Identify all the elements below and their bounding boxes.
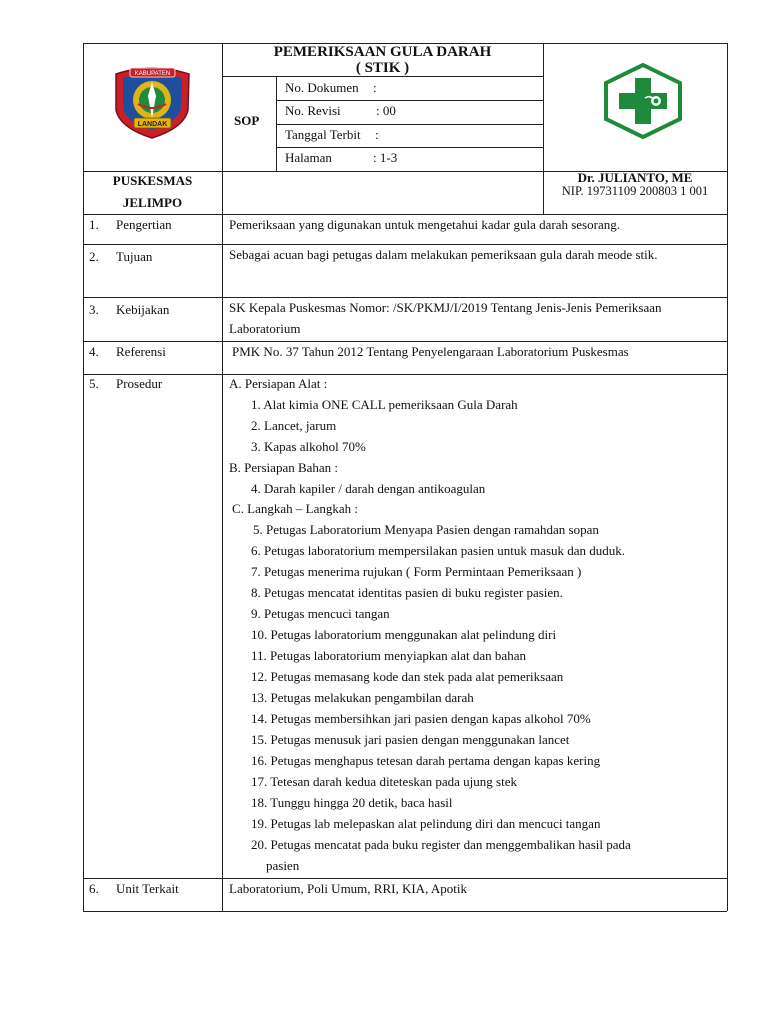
sop-label: SOP: [234, 113, 260, 128]
meta-label-no-revisi: No. Revisi: [285, 103, 341, 118]
section-number: 2.: [89, 249, 99, 264]
section-text-pengertian: Pemeriksaan yang digunakan untuk mengetahui kadar gula darah sesorang.: [229, 217, 620, 232]
signer-nip: NIP. 19731109 200803 1 001: [561, 184, 709, 198]
logo-text-landak: LANDAK: [137, 121, 168, 128]
prosedur-heading-c: C. Langkah – Langkah :: [232, 501, 358, 516]
org-name-line2: JELIMPO: [122, 195, 183, 210]
prosedur-item: 20. Petugas mencatat pada buku register dan menggembalikan hasil pada: [251, 837, 631, 852]
prosedur-item-continuation: pasien: [266, 858, 300, 873]
section-number: 5.: [89, 376, 99, 391]
prosedur-item: 6. Petugas laboratorium mempersilakan pasien untuk masuk dan duduk.: [251, 543, 626, 558]
signer-name: Dr. JULIANTO, ME: [577, 170, 693, 185]
section-text-tujuan: Sebagai acuan bagi petugas dalam melakukan pemeriksaan gula darah meode stik.: [229, 247, 658, 262]
section-text-referensi: PMK No. 37 Tahun 2012 Tentang Penyelengaraan Laboratorium Puskesmas: [232, 344, 629, 359]
section-number: 1.: [89, 217, 99, 232]
prosedur-item: 4. Darah kapiler / darah dengan antikoagulan: [251, 481, 486, 496]
prosedur-item: 2. Lancet, jarum: [251, 418, 337, 433]
kabupaten-landak-logo: [110, 60, 195, 140]
meta-value-no-revisi: : 00: [376, 103, 396, 118]
prosedur-item: 12. Petugas memasang kode dan stek pada alat pemeriksaan: [251, 669, 564, 684]
section-number: 3.: [89, 302, 99, 317]
document-title-line1: PEMERIKSAAN GULA DARAH: [273, 44, 492, 60]
prosedur-item: 10. Petugas laboratorium menggunakan alat pelindung diri: [251, 627, 557, 642]
section-label-kebijakan: Kebijakan: [116, 302, 170, 317]
meta-value-no-dokumen: :: [373, 80, 377, 95]
prosedur-item: 11. Petugas laboratorium menyiapkan alat dan bahan: [251, 648, 526, 663]
prosedur-item: 19. Petugas lab melepaskan alat pelindung diri dan mencuci tangan: [251, 816, 601, 831]
section-label-pengertian: Pengertian: [116, 217, 172, 232]
prosedur-item: 9. Petugas mencuci tangan: [251, 606, 390, 621]
prosedur-heading-b: B. Persiapan Bahan :: [229, 460, 339, 475]
meta-label-tanggal-terbit: Tanggal Terbit: [285, 127, 361, 142]
section-label-tujuan: Tujuan: [116, 249, 153, 264]
prosedur-item: 15. Petugas menusuk jari pasien dengan menggunakan lancet: [251, 732, 570, 747]
logo-text-kabupaten: KABUPATEN: [134, 71, 171, 77]
section-label-prosedur: Prosedur: [116, 376, 163, 391]
prosedur-item: 3. Kapas alkohol 70%: [251, 439, 366, 454]
prosedur-item: 16. Petugas menghapus tetesan darah pertama dengan kapas kering: [251, 753, 601, 768]
section-text-kebijakan: SK Kepala Puskesmas Nomor: /SK/PKMJ/I/2019 Tentang Jenis-Jenis Pemeriksaan Laboratorium: [229, 300, 662, 336]
document-title-line2: ( STIK ): [355, 60, 410, 76]
meta-label-no-dokumen: No. Dokumen: [285, 80, 359, 95]
meta-value-tanggal-terbit: :: [375, 127, 379, 142]
section-label-referensi: Referensi: [116, 344, 166, 359]
puskesmas-logo: [601, 62, 685, 140]
prosedur-item: 17. Tetesan darah kedua diteteskan pada ujung stek: [251, 774, 517, 789]
meta-value-halaman: : 1-3: [373, 150, 398, 165]
prosedur-item: 14. Petugas membersihkan jari pasien dengan kapas alkohol 70%: [251, 711, 591, 726]
org-name-line1: PUSKESMAS: [112, 173, 193, 188]
meta-label-halaman: Halaman: [285, 150, 332, 165]
prosedur-item: 18. Tunggu hingga 20 detik, baca hasil: [251, 795, 453, 810]
section-number: 4.: [89, 344, 99, 359]
prosedur-item: 5. Petugas Laboratorium Menyapa Pasien dengan ramahdan sopan: [253, 522, 599, 537]
prosedur-item: 1. Alat kimia ONE CALL pemeriksaan Gula Darah: [251, 397, 518, 412]
prosedur-item: 13. Petugas melakukan pengambilan darah: [251, 690, 474, 705]
prosedur-item: 8. Petugas mencatat identitas pasien di buku register pasien.: [251, 585, 563, 600]
prosedur-item: 7. Petugas menerima rujukan ( Form Permintaan Pemeriksaan ): [251, 564, 582, 579]
section-label-unit-terkait: Unit Terkait: [116, 881, 179, 896]
section-number: 6.: [89, 881, 99, 896]
prosedur-heading-a: A. Persiapan Alat :: [229, 376, 328, 391]
section-text-unit-terkait: Laboratorium, Poli Umum, RRI, KIA, Apotik: [229, 881, 467, 896]
